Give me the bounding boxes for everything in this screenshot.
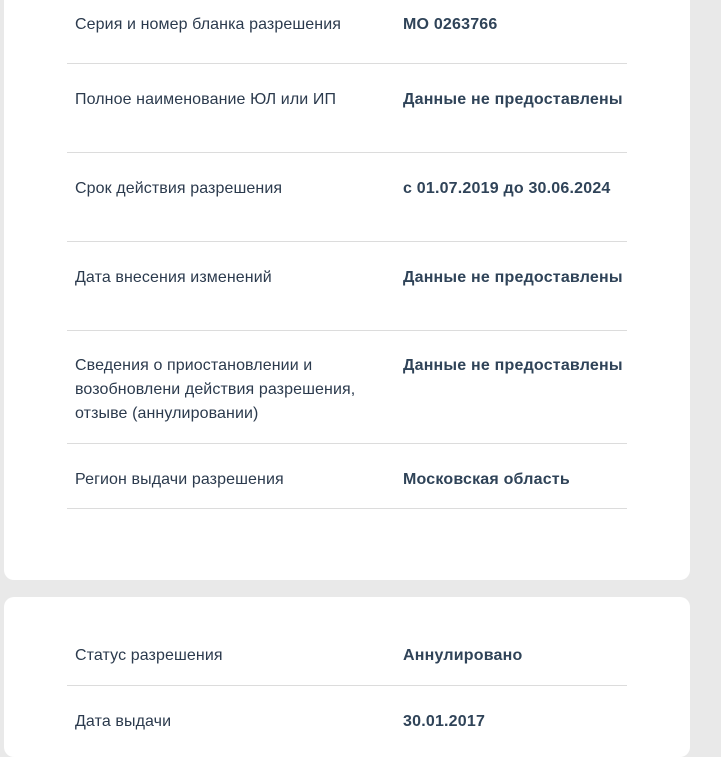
permit-details-list [67, 0, 627, 509]
permit-status-list [67, 621, 627, 750]
detail-label: Дата внесения изменений [75, 269, 272, 286]
permit-status-card [4, 597, 690, 757]
detail-row-region [67, 444, 627, 509]
detail-label: Серия и номер бланка разрешения [75, 16, 341, 33]
detail-label: Сведения о приостановлении и возобновлени действия разрешения, отзыве (аннулировании) [75, 357, 356, 422]
detail-label: Срок действия разрешения [75, 180, 283, 197]
detail-value: Московская область [403, 471, 570, 488]
detail-row-status [67, 621, 627, 686]
detail-row-issue-date [67, 686, 627, 750]
detail-row-validity-period [67, 153, 627, 242]
detail-value: с 01.07.2019 до 30.06.2024 [403, 180, 611, 197]
detail-label: Регион выдачи разрешения [75, 471, 284, 488]
permit-details-card [4, 0, 690, 580]
detail-row-change-date [67, 242, 627, 331]
detail-label: Дата выдачи [75, 713, 172, 730]
detail-value: 30.01.2017 [403, 713, 486, 730]
detail-value: Данные не предоставлены [403, 357, 623, 374]
detail-value: Аннулировано [403, 647, 523, 664]
detail-row-suspension-info [67, 331, 627, 444]
detail-value: Данные не предоставлены [403, 269, 623, 286]
detail-row-blank-number [67, 0, 627, 64]
detail-value: МО 0263766 [403, 16, 498, 33]
detail-value: Данные не предоставлены [403, 91, 623, 108]
detail-label: Полное наименование ЮЛ или ИП [75, 91, 337, 108]
detail-label: Статус разрешения [75, 647, 223, 664]
detail-row-company-name [67, 64, 627, 153]
